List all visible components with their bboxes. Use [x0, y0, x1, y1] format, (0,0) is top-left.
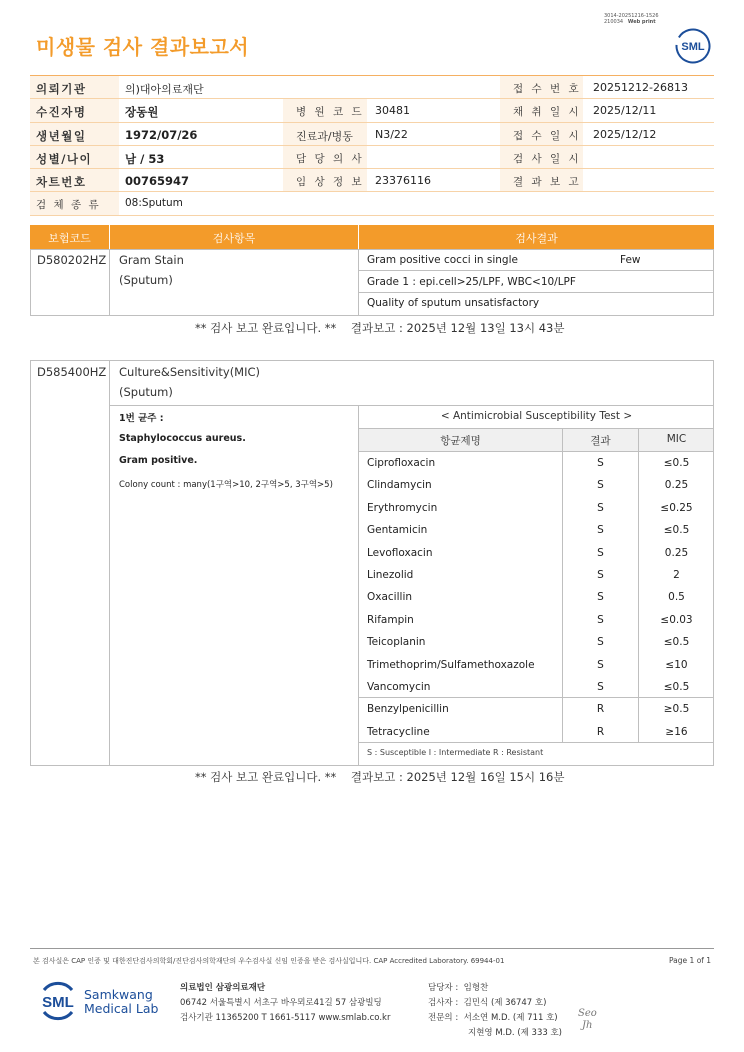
institution-value: 의)대아의료재단	[125, 83, 204, 96]
antibiotic-result: S	[597, 546, 604, 559]
antibiotic-result: S	[597, 569, 604, 581]
col-result: 결과	[590, 435, 611, 447]
antibiotic-result: S	[597, 591, 604, 604]
hospital-code-value: 30481	[375, 104, 410, 118]
antibiotic-name: Rifampin	[367, 613, 414, 626]
antibiotic-mic: 0.25	[664, 479, 689, 492]
antibiotic-name: Clindamycin	[367, 479, 432, 492]
sex-age-label: 성별/나이	[36, 151, 93, 166]
col-mic: MIC	[666, 433, 687, 445]
info-row-patient	[30, 99, 714, 122]
hospital-code-label: 병 원 코 드	[296, 106, 365, 119]
receipt-no-label: 접 수 번 호	[513, 83, 582, 95]
chart-label: 차트번호	[36, 175, 87, 190]
signature: Seo Jh	[578, 1008, 597, 1031]
culture-done-text: ** 검사 보고 완료입니다. ** 결과보고 : 2025년 12월 16일 15시 16분	[195, 770, 565, 784]
antibiotic-mic: ≤0.5	[663, 457, 690, 469]
receive-date-label: 접 수 일 시	[513, 129, 582, 142]
antibiotic-name: Ciprofloxacin	[367, 457, 436, 469]
antibiotic-name: Tetracycline	[367, 725, 430, 738]
antibiotic-name: Trimethoprim/Sulfamethoxazole	[367, 658, 535, 671]
gram-result-1-qty: Few	[620, 254, 641, 266]
document-code-line1: 3014-20251216-1526	[604, 13, 659, 19]
chart-value: 00765947	[125, 174, 190, 189]
page-number: Page 1 of 1	[669, 956, 712, 965]
antibiotic-name: Gentamicin	[367, 524, 428, 537]
header-item: 검사항목	[212, 232, 256, 245]
header-result: 검사결과	[515, 232, 558, 245]
patient-info	[30, 75, 714, 216]
antibiotic-name: Teicoplanin	[367, 636, 426, 649]
culture-name: Culture&Sensitivity(MIC)	[119, 365, 261, 379]
strain-title: 1번 균주 :	[119, 413, 164, 424]
dob-value: 1972/07/26	[125, 127, 198, 142]
antibiotic-mic: ≤10	[665, 658, 688, 671]
sml-badge-icon	[675, 28, 711, 64]
antibiotic-name: Oxacillin	[367, 591, 413, 604]
antibiotic-mic: ≤0.5	[663, 636, 690, 649]
clinical-value: 23376116	[375, 174, 431, 188]
specimen-label: 검 체 종 류	[36, 199, 101, 212]
colony-count: Colony count : many(1구역>10, 2구역>5, 3구역>5)	[119, 480, 333, 490]
dept-label: 진료과/병동	[296, 129, 353, 143]
antibiotic-result: S	[597, 457, 604, 469]
antibiotic-name: Vancomycin	[367, 681, 431, 693]
receipt-no-value: 20251212-26813	[593, 81, 688, 94]
antibiotic-result: S	[597, 658, 604, 671]
gram-result-3: Quality of sputum unsatisfactory	[367, 297, 540, 309]
sex-age-value: 남 / 53	[125, 151, 165, 166]
antibiotic-mic: ≥16	[665, 725, 688, 738]
staff-list: 담당자 : 임형찬 검사자 : 김민식 (제 36747 호) 전문의 : 서소연 M.D. (제 711 호) 지현영 M.D. (제 333 호)	[428, 983, 563, 1038]
antibiotic-result: S	[597, 681, 604, 693]
svg-text:SML: SML	[42, 994, 74, 1011]
antibiotic-name: Linezolid	[367, 569, 414, 581]
antibiotic-result: S	[597, 524, 604, 537]
info-row-specimen	[30, 192, 714, 215]
info-row-sex-age	[30, 146, 714, 169]
test-date-label: 검 사 일 시	[513, 152, 582, 165]
antibiotic-result: R	[596, 703, 605, 716]
collect-date-value: 2025/12/11	[593, 104, 657, 118]
header-code: 보험코드	[48, 232, 91, 245]
antibiotic-result: S	[597, 501, 604, 514]
antibiotic-mic: ≤0.25	[660, 501, 693, 514]
svg-text:SML: SML	[681, 41, 705, 53]
ast-title: < Antimicrobial Susceptibility Test >	[440, 410, 633, 422]
organism-name: Staphylococcus aureus.	[119, 433, 246, 444]
antibiotic-mic: ≤0.03	[660, 613, 693, 626]
info-row-chart	[30, 169, 714, 192]
document-code	[604, 13, 704, 25]
result-legend: S : Susceptible I : Intermediate R : Resistant	[367, 748, 544, 757]
doctor-label: 담 당 의 사	[296, 152, 365, 165]
culture-code: D585400HZ	[37, 365, 107, 379]
institution-label: 의뢰기관	[36, 82, 87, 96]
report-label: 결 과 보 고	[513, 176, 582, 189]
footer-cap-note: 본 검사실은 CAP 인증 및 대한진단검사의학회/진단검사의학재단의 우수검사실 신임 인증을 받은 검사실입니다. CAP Accredited Laboratory. 69944-01	[33, 957, 505, 965]
results-header	[30, 225, 714, 249]
col-drug: 항균제명	[440, 435, 481, 447]
antibiotic-mic: 0.25	[664, 546, 689, 559]
collect-date-label: 채 취 일 시	[513, 106, 582, 119]
page-title: 미생물 검사 결과보고서	[36, 35, 250, 59]
gram-done-text: ** 검사 보고 완료입니다. ** 결과보고 : 2025년 12월 13일 13시 43분	[195, 321, 565, 335]
info-row-dob	[30, 123, 714, 146]
antibiotic-result: S	[597, 636, 604, 649]
brand-name: Samkwang Medical Lab	[84, 987, 159, 1016]
gram-code: D580202HZ	[37, 253, 107, 267]
antibiotic-result: R	[596, 725, 605, 738]
dept-value: N3/22	[375, 127, 408, 141]
gram-result-1: Gram positive cocci in single	[367, 254, 518, 266]
antibiotic-mic: ≥0.5	[663, 703, 690, 716]
antibiotic-mic: 0.5	[668, 591, 685, 604]
gram-specimen: (Sputum)	[119, 273, 173, 287]
antibiotic-result: S	[597, 613, 604, 626]
antibiotic-mic: 2	[673, 569, 680, 581]
antibiotic-mic: ≤0.5	[663, 681, 690, 693]
org-info: 의료법인 삼광의료재단 06742 서울특별시 서초구 바우뫼로41길 57 삼광빌딩 검사기관 11365200 T 1661-5117 www.smlab.co.kr	[180, 983, 391, 1023]
organism-gram: Gram positive.	[119, 455, 198, 466]
patient-label: 수진자명	[36, 105, 87, 120]
dob-label: 생년월일	[36, 128, 87, 143]
gram-result-2: Grade 1 : epi.cell>25/LPF, WBC<10/LPF	[367, 276, 576, 288]
gram-name: Gram Stain	[119, 253, 184, 267]
document-code-line2: 210034 Web print	[604, 19, 656, 25]
specimen-value: 08:Sputum	[125, 197, 183, 210]
antibiotic-name: Benzylpenicillin	[367, 703, 449, 716]
clinical-label: 임 상 정 보	[296, 176, 365, 189]
patient-value: 장동원	[125, 105, 159, 120]
antibiotic-name: Levofloxacin	[367, 546, 433, 559]
info-row-institution	[30, 76, 714, 99]
antibiotic-result: S	[597, 479, 604, 492]
culture-specimen: (Sputum)	[119, 385, 173, 399]
sml-logo-icon	[36, 980, 80, 1022]
receive-date-value: 2025/12/12	[593, 127, 657, 141]
antibiotic-mic: ≤0.5	[663, 524, 690, 537]
antibiotic-name: Erythromycin	[367, 501, 438, 514]
